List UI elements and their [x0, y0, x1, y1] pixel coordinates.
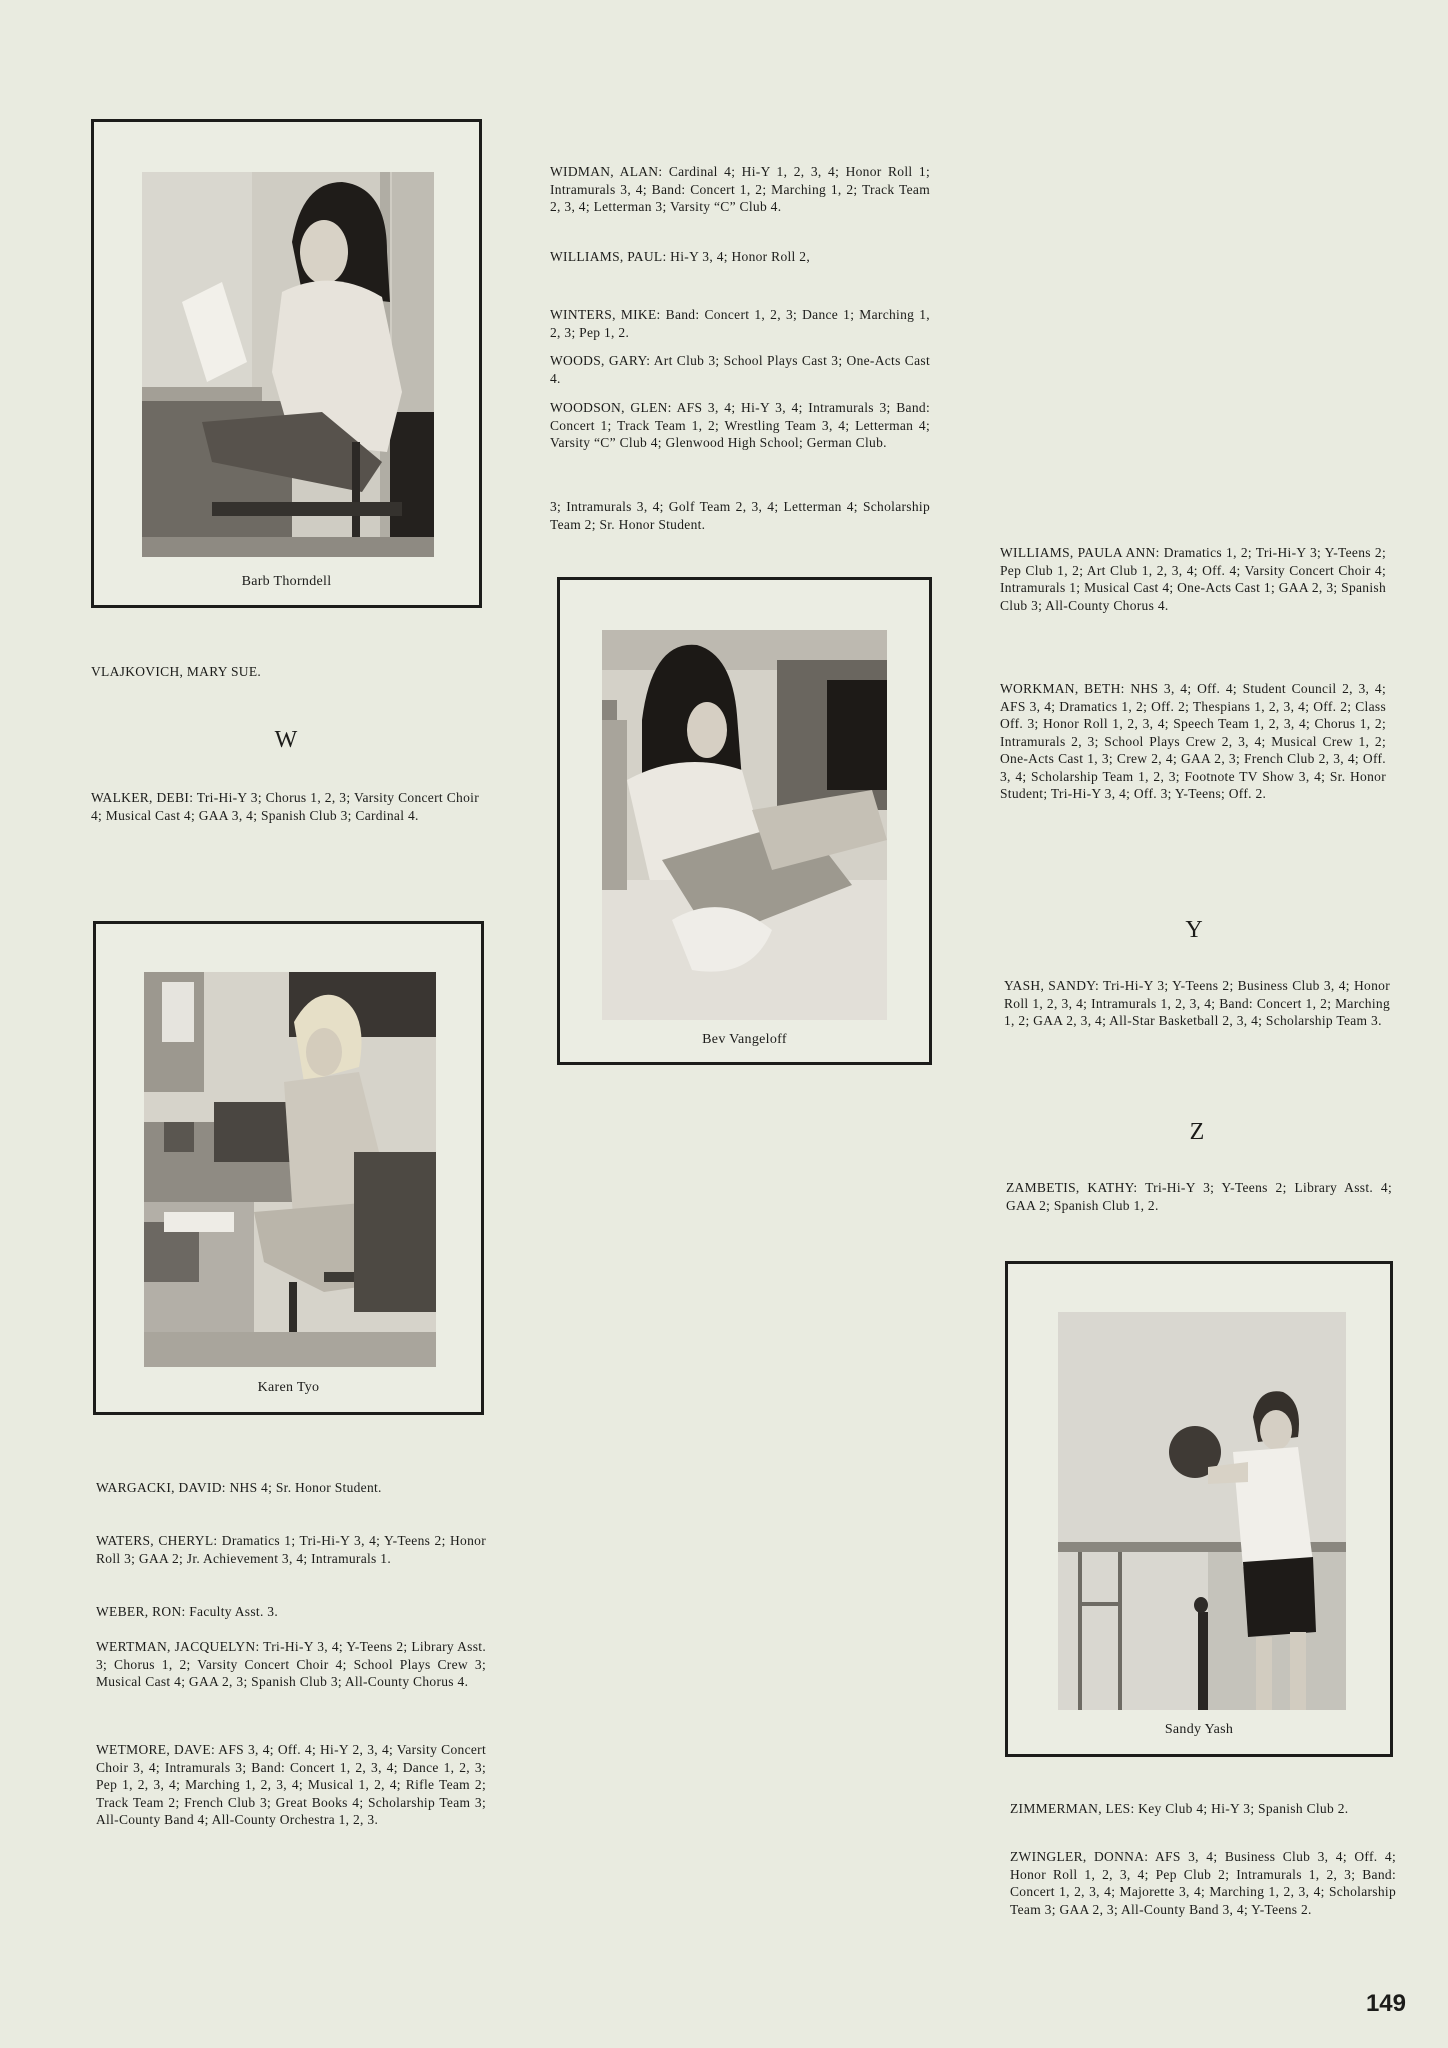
entry-waters: WATERS, CHERYL: Dramatics 1; Tri-Hi-Y 3, 4; Y-Teens 2; Honor Roll 3; GAA 2; Jr. Achievement 3, 4; Intramurals 1. [96, 1533, 486, 1566]
photo-caption: Sandy Yash [1164, 1722, 1234, 1737]
photo-caption: Bev Vangeloff [702, 1032, 787, 1047]
entry-zwingler: ZWINGLER, DONNA: AFS 3, 4; Business Club 3, 4; Off. 4; Honor Roll 1, 2, 3, 4; Pep Club 2; Intramurals 1, 2, 3; Band: Concert 1, 2, 3, 4; Majorette 3, 4; Marching 1, 2, 3, 4; Scholarship Team 3; GAA 2, 3; All-County Band 3, 4; Y-Teens 2. [1010, 1849, 1396, 1917]
photo-karen-tyo [144, 972, 436, 1367]
entry-zambetis: ZAMBETIS, KATHY: Tri-Hi-Y 3; Y-Teens 2; Library Asst. 4; GAA 2; Spanish Club 1, 2. [1006, 1180, 1392, 1213]
photo-frame-barb-thorndell [91, 119, 482, 608]
entry-williams-paula: WILLIAMS, PAULA ANN: Dramatics 1, 2; Tri-Hi-Y 3; Y-Teens 2; Pep Club 1, 2; Art Club 1, 2, 3, 4; Off. 4; Varsity Concert Choir 4; Intramurals 1; Musical Cast 4; One-Acts Cast 1; GAA 2, 3; Spanish Club 3; All-County Chorus 4. [1000, 545, 1386, 613]
photo-frame-sandy-yash [1005, 1261, 1393, 1757]
section-letter-z: Z [1189, 1119, 1205, 1145]
photo-frame-bev-vangeloff [557, 577, 932, 1065]
entry-widman: WIDMAN, ALAN: Cardinal 4; Hi-Y 1, 2, 3, 4; Honor Roll 1; Intramurals 3, 4; Band: Concert 1, 2; Marching 1, 2; Track Team 2, 3, 4; Letterman 3; Varsity “C” Club 4. [550, 164, 930, 214]
entry-woods: WOODS, GARY: Art Club 3; School Plays Cast 3; One-Acts Cast 4. [550, 353, 930, 386]
photo-barb-thorndell [142, 172, 434, 557]
entry-wargacki: WARGACKI, DAVID: NHS 4; Sr. Honor Student. [96, 1480, 382, 1495]
entry-zimmerman: ZIMMERMAN, LES: Key Club 4; Hi-Y 3; Spanish Club 2. [1010, 1801, 1349, 1816]
entry-wertman: WERTMAN, JACQUELYN: Tri-Hi-Y 3, 4; Y-Teens 2; Library Asst. 3; Chorus 1, 2; Varsity Concert Choir 4; School Plays Crew 3; Musical Cast 4; GAA 2, 3; Spanish Club 3; All-County Chorus 4. [96, 1639, 486, 1689]
entry-wetmore: WETMORE, DAVE: AFS 3, 4; Off. 4; Hi-Y 2, 3, 4; Varsity Concert Choir 3, 4; Intramurals 3; Band: Concert 1, 2, 3, 4; Dance 1, 2, 3; Pep 1, 2, 3, 4; Marching 1, 2, 3, 4; Musical 1, 2, 4; Rifle Team 2; Track Team 2; French Club 3; Great Books 4; Scholarship Team 3; All-County Band 4; All-County Orchestra 1, 2, 3. [96, 1742, 486, 1827]
section-letter-y: Y [1185, 917, 1203, 943]
photo-caption: Barb Thorndell [241, 574, 332, 589]
section-letter-w: W [274, 727, 298, 753]
photo-frame-karen-tyo [93, 921, 484, 1415]
entry-williams-paul-continued: 3; Intramurals 3, 4; Golf Team 2, 3, 4; Letterman 4; Scholarship Team 2; Sr. Honor Student. [550, 499, 930, 532]
entry-yash: YASH, SANDY: Tri-Hi-Y 3; Y-Teens 2; Business Club 3, 4; Honor Roll 1, 2, 3, 4; Intramurals 1, 2, 3, 4; Band: Concert 1, 2; Marching 1, 2; GAA 2, 3, 4; All-Star Basketball 2, 3, 4; Scholarship Team 3. [1004, 978, 1390, 1028]
entry-vlajkovich: VLAJKOVICH, MARY SUE. [91, 664, 262, 679]
entry-woodson: WOODSON, GLEN: AFS 3, 4; Hi-Y 3, 4; Intramurals 3; Band: Concert 1; Track Team 1, 2; Wrestling Team 3, 4; Letterman 4; Varsity “C” Club 4; Glenwood High School; German Club. [550, 400, 930, 450]
entry-winters: WINTERS, MIKE: Band: Concert 1, 2, 3; Dance 1; Marching 1, 2, 3; Pep 1, 2. [550, 307, 930, 340]
entry-workman: WORKMAN, BETH: NHS 3, 4; Off. 4; Student Council 2, 3, 4; AFS 3, 4; Dramatics 1, 2; Off. 2; Thespians 1, 2, 3, 4; Off. 2; Class Off. 3; Honor Roll 1, 2, 3, 4; Speech Team 1, 2, 3, 4; Chorus 1, 2; Intramurals 2, 3; School Plays Crew 2, 3, 4; Musical Crew 1, 2; One-Acts Cast 1, 3; Crew 2, 4; GAA 2, 3; French Club 2, 3, 4; Off. 3, 4; Scholarship Team 1, 2, 3; Footnote TV Show 3, 4; Sr. Honor Student; Tri-Hi-Y 3, 4; Off. 3; Y-Teens; Off. 2. [1000, 681, 1386, 801]
photo-sandy-yash [1058, 1312, 1346, 1710]
page-number: 149 [1365, 1990, 1406, 2017]
entry-williams-paul: WILLIAMS, PAUL: Hi-Y 3, 4; Honor Roll 2, [550, 249, 810, 264]
entry-walker: WALKER, DEBI: Tri-Hi-Y 3; Chorus 1, 2, 3; Varsity Concert Choir 4; Musical Cast 4; GAA 3, 4; Spanish Club 3; Cardinal 4. [91, 790, 479, 823]
photo-bev-vangeloff [602, 630, 887, 1020]
entry-weber: WEBER, RON: Faculty Asst. 3. [96, 1604, 279, 1619]
photo-caption: Karen Tyo [257, 1380, 320, 1395]
